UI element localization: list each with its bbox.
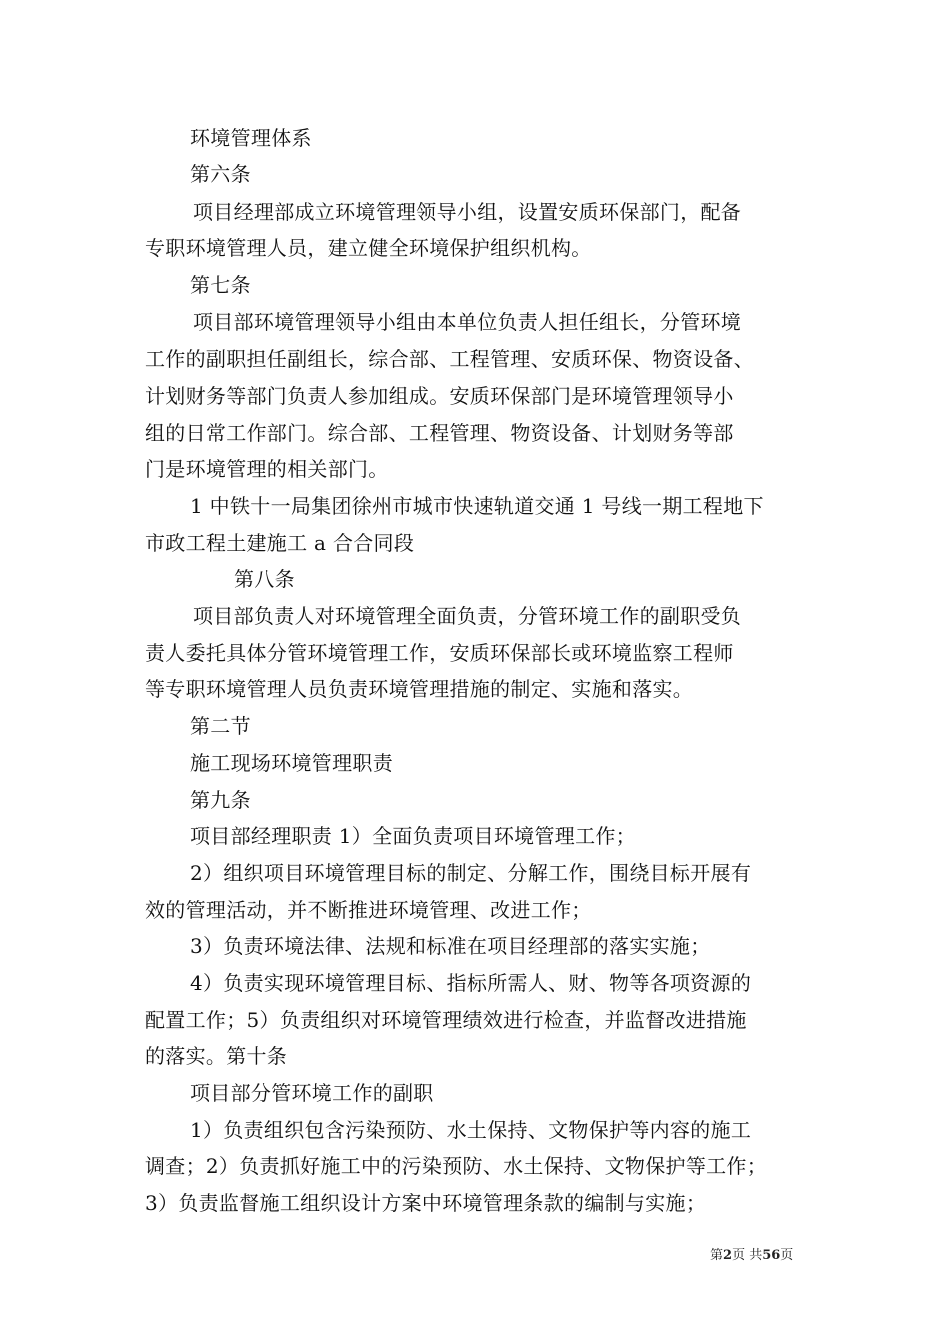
paragraph-line: 3）负责环境法律、法规和标准在项目经理部的落实实施； [190,934,711,958]
section-title: 环境管理体系 [190,126,312,150]
paragraph-line: 调查；2）负责抓好施工中的污染预防、水土保持、文物保护等工作； [145,1154,768,1178]
paragraph-line: 4）负责实现环境管理目标、指标所需人、财、物等各项资源的 [190,971,752,995]
current-page-number: 2 [723,1248,733,1263]
paragraph-line: 市政工程土建施工 a 合合同段 [145,531,415,555]
paragraph-line: 2）组织项目环境管理目标的制定、分解工作，围绕目标开展有 [190,861,752,885]
paragraph-line: 效的管理活动，并不断推进环境管理、改进工作； [145,898,592,922]
section-title: 施工现场环境管理职责 [190,751,393,775]
paragraph-line: 门是环境管理的相关部门。 [145,457,389,481]
paragraph-line: 组的日常工作部门。综合部、工程管理、物资设备、计划财务等部 [145,421,734,445]
paragraph-line: 项目部负责人对环境管理全面负责，分管环境工作的副职受负 [193,604,742,628]
total-pages-number: 56 [762,1248,781,1263]
article-heading: 第八条 [234,567,295,591]
paragraph-line: 等专职环境管理人员负责环境管理措施的制定、实施和落实。 [145,677,694,701]
article-heading: 第六条 [190,162,251,186]
paragraph-line: 项目部经理职责 1）全面负责项目环境管理工作； [190,824,636,848]
footer-prefix: 第 [710,1248,724,1263]
paragraph-line: 项目部环境管理领导小组由本单位负责人担任组长，分管环境 [193,310,742,334]
footer-suffix: 页 [780,1248,794,1263]
paragraph-line: 项目部分管环境工作的副职 [190,1081,434,1105]
footer-middle: 页 共 [732,1248,763,1263]
paragraph-line: 3）负责监督施工组织设计方案中环境管理条款的编制与实施； [145,1191,707,1215]
paragraph-line: 1 中铁十一局集团徐州市城市快速轨道交通 1 号线一期工程地下 [190,494,764,518]
paragraph-line: 1）负责组织包含污染预防、水土保持、文物保护等内容的施工 [190,1118,752,1142]
paragraph-line: 计划财务等部门负责人参加组成。安质环保部门是环境管理领导小 [145,384,734,408]
article-heading: 第七条 [190,273,251,297]
page-footer [710,1248,793,1264]
paragraph-line: 的落实。第十条 [145,1044,288,1068]
paragraph-line: 责人委托具体分管环境管理工作，安质环保部长或环境监察工程师 [145,641,734,665]
article-heading: 第九条 [190,788,251,812]
paragraph-line: 项目经理部成立环境管理领导小组，设置安质环保部门，配备 [193,200,742,224]
paragraph-line: 工作的副职担任副组长，综合部、工程管理、安质环保、物资设备、 [145,347,754,371]
section-heading: 第二节 [190,714,251,738]
paragraph-line: 专职环境管理人员，建立健全环境保护组织机构。 [145,236,592,260]
paragraph-line: 配置工作；5）负责组织对环境管理绩效进行检查，并监督改进措施 [145,1008,747,1032]
